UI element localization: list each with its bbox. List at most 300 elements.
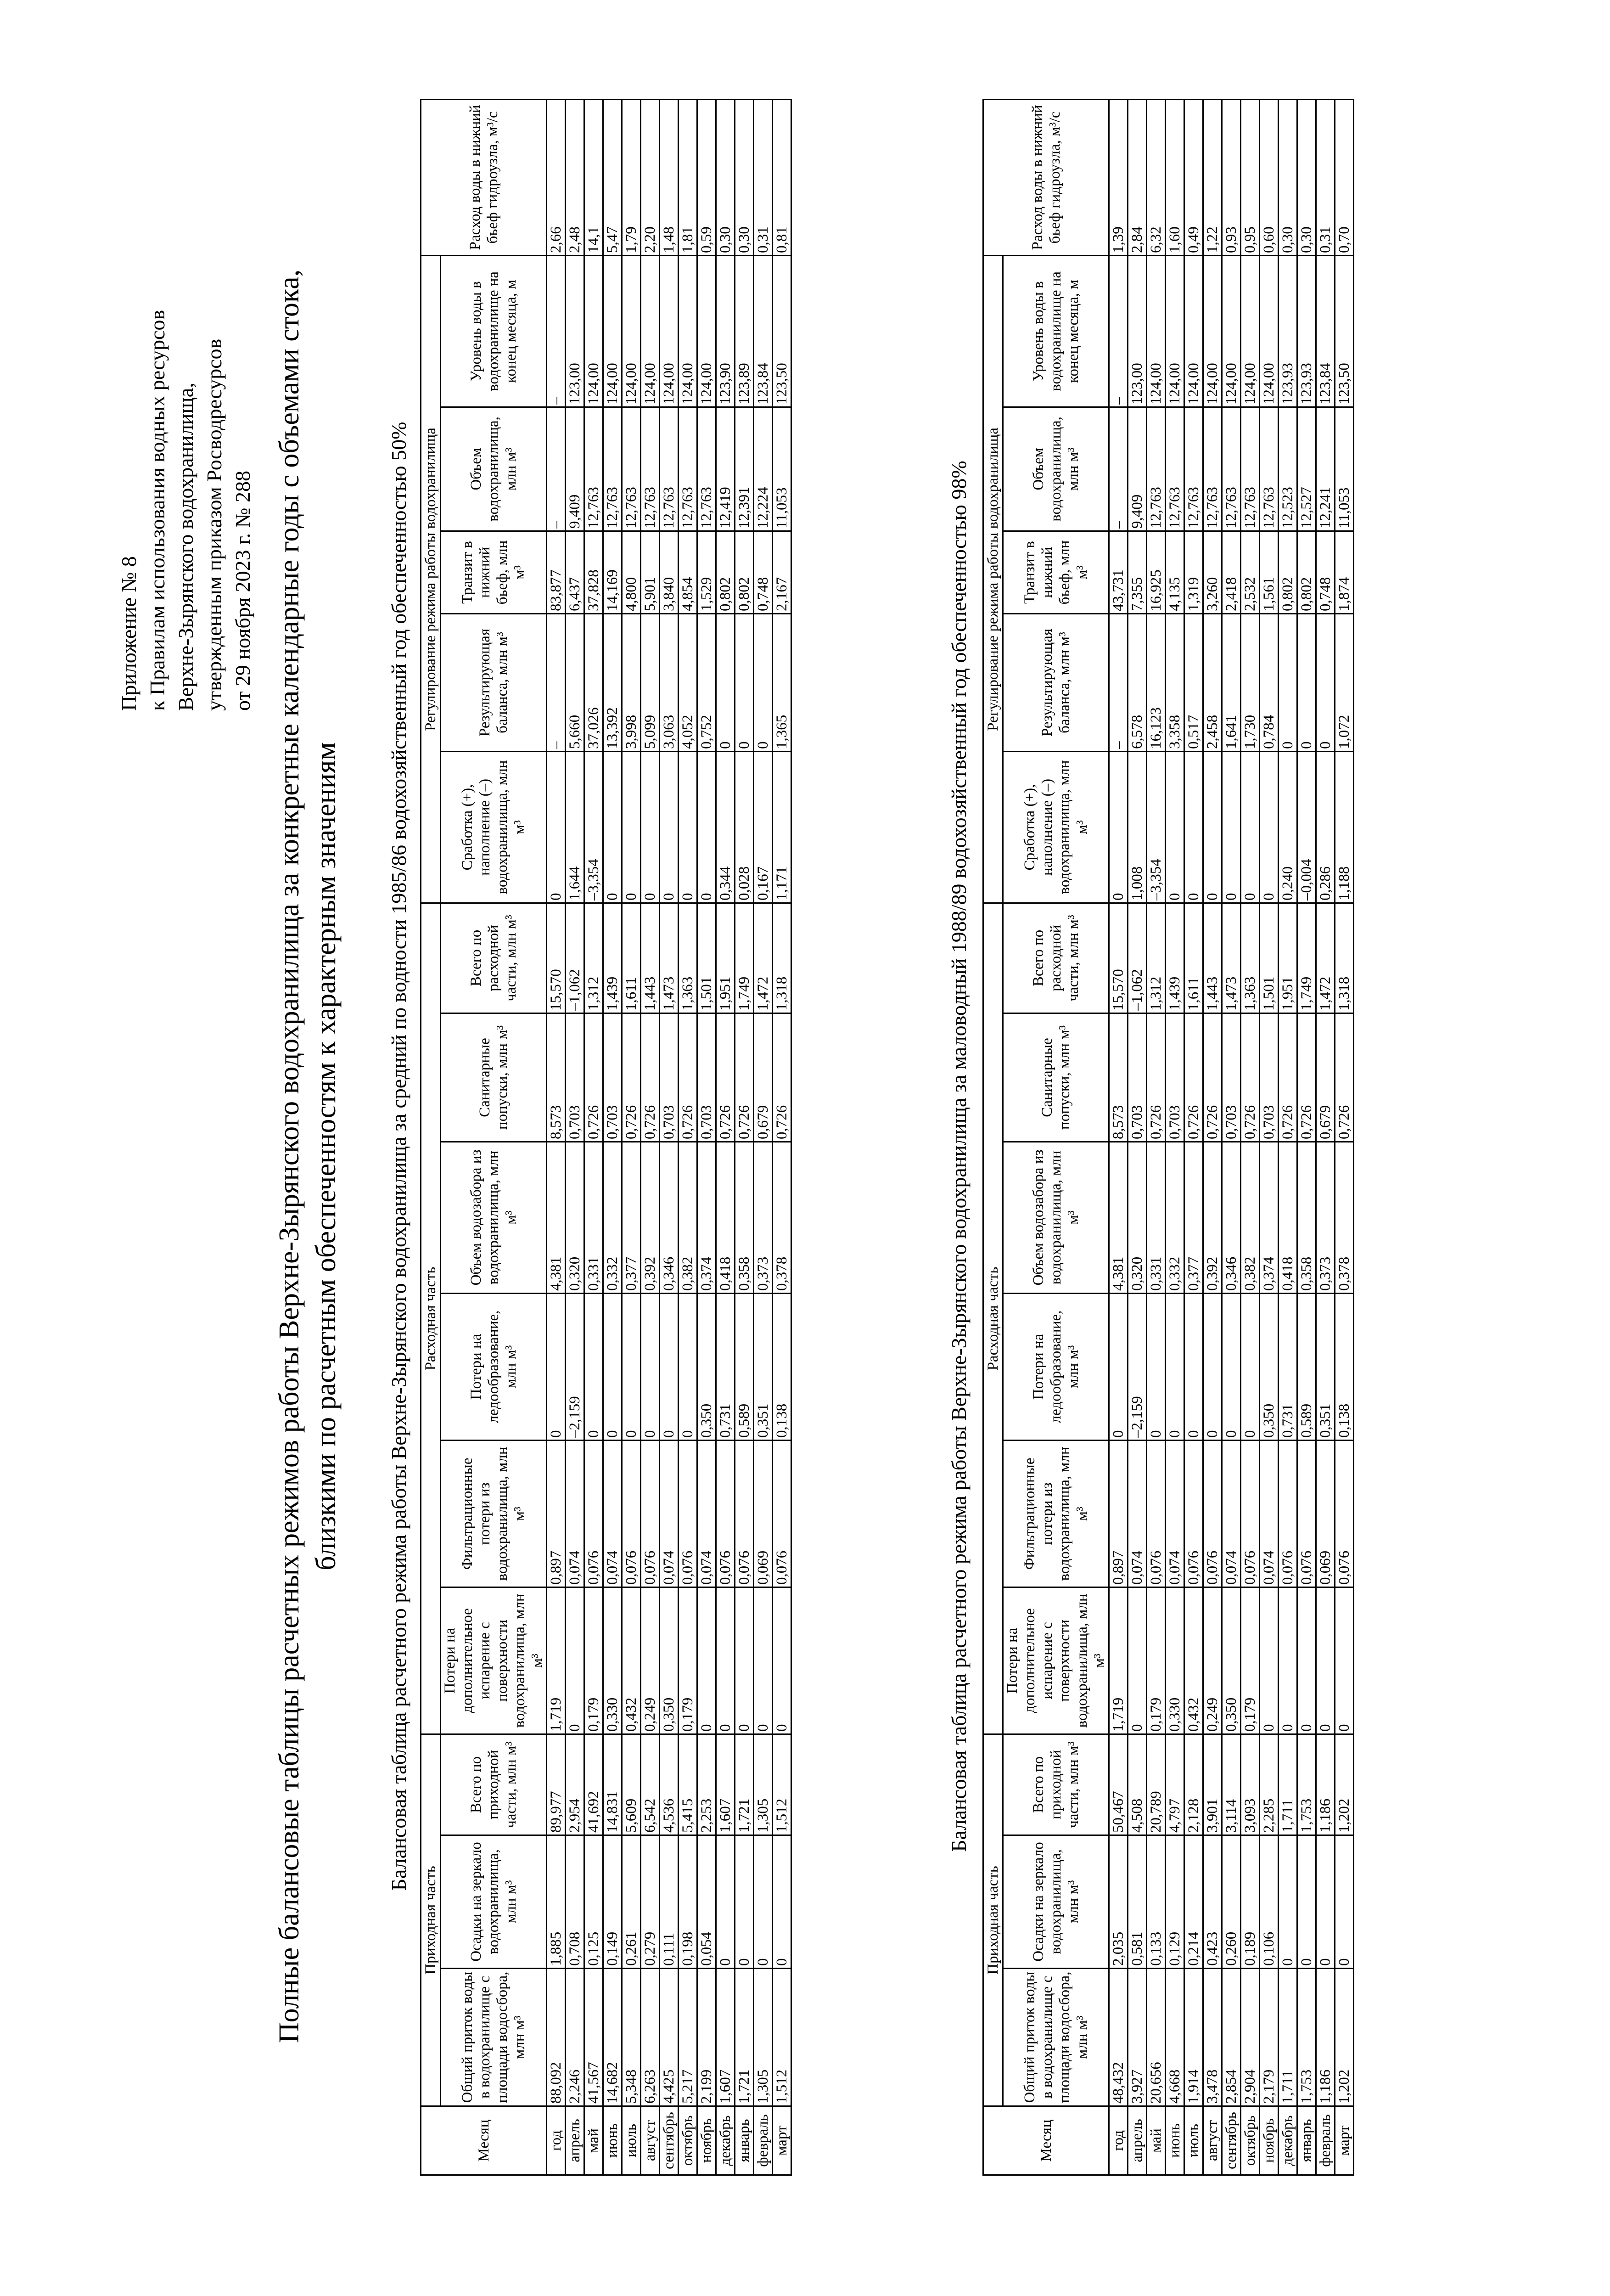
header-ice: Потери на ледообразование, млн м³ <box>441 1293 547 1440</box>
value-cell-drawdown: 0 <box>641 751 660 903</box>
value-cell-level: 124,00 <box>660 255 679 407</box>
value-cell-withdraw: 0,346 <box>1222 1142 1241 1293</box>
value-cell-total-out: 1,439 <box>603 903 622 1013</box>
value-cell-withdraw: 0,373 <box>1316 1142 1335 1293</box>
value-cell-sanitary: 0,726 <box>1147 1013 1166 1142</box>
value-cell-precip: 0,708 <box>566 1835 584 1969</box>
table-row <box>1222 99 1241 2175</box>
value-cell-drawdown: 0,240 <box>1279 751 1297 903</box>
value-cell-precip: 0,198 <box>679 1835 697 1969</box>
value-cell-drawdown: 0 <box>1260 751 1279 903</box>
value-cell-discharge: 0,81 <box>773 99 791 255</box>
value-cell-inflow: 88,092 <box>547 1969 566 2106</box>
value-cell-evap: 0 <box>1297 1587 1316 1734</box>
value-cell-ice: 0 <box>1184 1293 1203 1440</box>
group-header-regulation: Регулирование режима работы водохранилища <box>983 255 1003 903</box>
table2-caption: Балансовая таблица расчетного режима работы Верхне-Зырянского водохранилища за маловодный 1988/89 водохозяйственный год обеспеченностью 98% <box>947 461 970 1852</box>
value-cell-evap: 0 <box>754 1587 773 1734</box>
table-row <box>1109 99 1128 2175</box>
value-cell-precip: 0,125 <box>584 1835 603 1969</box>
header-balance: Результирующая баланса, млн м³ <box>441 613 547 751</box>
value-cell-level: 123,89 <box>735 255 754 407</box>
value-cell-evap: 0 <box>1316 1587 1335 1734</box>
value-cell-precip: 0,106 <box>1260 1835 1279 1969</box>
value-cell-precip: 0 <box>1335 1835 1354 1969</box>
table-row <box>603 99 622 2175</box>
value-cell-withdraw: 0,377 <box>1184 1142 1203 1293</box>
value-cell-withdraw: 0,358 <box>735 1142 754 1293</box>
header-total-in: Всего по приходной части, млн м³ <box>441 1734 547 1835</box>
value-cell-withdraw: 0,374 <box>697 1142 716 1293</box>
value-cell-discharge: 0,95 <box>1241 99 1260 255</box>
value-cell-drawdown: 0,028 <box>735 751 754 903</box>
value-cell-volume: 12,527 <box>1297 407 1316 531</box>
value-cell-volume: 12,763 <box>1184 407 1203 531</box>
value-cell-level: 123,93 <box>1297 255 1316 407</box>
value-cell-transit: 6,437 <box>566 531 584 613</box>
value-cell-discharge: 0,30 <box>1297 99 1316 255</box>
header-total-out: Всего по расходной части, млн м³ <box>441 903 547 1013</box>
value-cell-filtr: 0,074 <box>566 1440 584 1587</box>
value-cell-drawdown: 0 <box>622 751 641 903</box>
table-row <box>1184 99 1203 2175</box>
value-cell-transit: 3,840 <box>660 531 679 613</box>
value-cell-precip: 0,279 <box>641 1835 660 1969</box>
month-cell: май <box>584 2106 603 2175</box>
value-cell-volume: 12,391 <box>735 407 754 531</box>
value-cell-transit: 4,135 <box>1166 531 1184 613</box>
value-cell-filtr: 0,076 <box>1184 1440 1203 1587</box>
value-cell-transit: 5,901 <box>641 531 660 613</box>
value-cell-ice: 0,350 <box>697 1293 716 1440</box>
value-cell-ice: 0,351 <box>1316 1293 1335 1440</box>
value-cell-inflow: 5,348 <box>622 1969 641 2106</box>
value-cell-discharge: 0,93 <box>1222 99 1241 255</box>
value-cell-sanitary: 0,703 <box>1166 1013 1184 1142</box>
value-cell-ice: 0,589 <box>1297 1293 1316 1440</box>
value-cell-discharge: 1,60 <box>1166 99 1184 255</box>
value-cell-evap: 0,179 <box>584 1587 603 1734</box>
value-cell-level: 124,00 <box>1184 255 1203 407</box>
table-row <box>735 99 754 2175</box>
value-cell-inflow: 3,478 <box>1203 1969 1222 2106</box>
header-sanitary: Санитарные попуски, млн м³ <box>441 1013 547 1142</box>
appendix-line: от 29 ноября 2023 г. № 288 <box>231 470 254 711</box>
value-cell-discharge: 2,84 <box>1128 99 1147 255</box>
value-cell-withdraw: 0,358 <box>1297 1142 1316 1293</box>
value-cell-inflow: 1,202 <box>1335 1969 1354 2106</box>
value-cell-discharge: 2,48 <box>566 99 584 255</box>
value-cell-balance: 0 <box>716 613 735 751</box>
value-cell-filtr: 0,076 <box>773 1440 791 1587</box>
value-cell-sanitary: 0,703 <box>660 1013 679 1142</box>
value-cell-total-in: 1,607 <box>716 1734 735 1835</box>
value-cell-evap: 0,179 <box>1147 1587 1166 1734</box>
table-row <box>697 99 716 2175</box>
value-cell-total-out: –1,062 <box>566 903 584 1013</box>
appendix-line: Приложение № 8 <box>117 556 140 711</box>
value-cell-balance: 0,517 <box>1184 613 1203 751</box>
value-cell-total-out: 15,570 <box>1109 903 1128 1013</box>
value-cell-balance: 0,752 <box>697 613 716 751</box>
table-row <box>1316 99 1335 2175</box>
value-cell-total-out: 1,363 <box>679 903 697 1013</box>
value-cell-discharge: 1,79 <box>622 99 641 255</box>
value-cell-drawdown: 0 <box>1241 751 1260 903</box>
value-cell-withdraw: 0,320 <box>1128 1142 1147 1293</box>
value-cell-balance: 1,072 <box>1335 613 1354 751</box>
value-cell-withdraw: 0,332 <box>1166 1142 1184 1293</box>
table-row <box>641 99 660 2175</box>
value-cell-precip: 0,260 <box>1222 1835 1241 1969</box>
value-cell-volume: 12,763 <box>679 407 697 531</box>
value-cell-withdraw: 0,332 <box>603 1142 622 1293</box>
value-cell-volume: 12,763 <box>1147 407 1166 531</box>
value-cell-balance: 3,998 <box>622 613 641 751</box>
month-cell: октябрь <box>1241 2106 1260 2175</box>
value-cell-total-out: 1,312 <box>584 903 603 1013</box>
value-cell-level: 124,00 <box>697 255 716 407</box>
value-cell-precip: 0,149 <box>603 1835 622 1969</box>
month-cell: сентябрь <box>1222 2106 1241 2175</box>
value-cell-total-out: 1,443 <box>1203 903 1222 1013</box>
value-cell-discharge: 2,20 <box>641 99 660 255</box>
value-cell-precip: 0 <box>716 1835 735 1969</box>
value-cell-total-in: 6,542 <box>641 1734 660 1835</box>
value-cell-total-in: 1,721 <box>735 1734 754 1835</box>
value-cell-drawdown: 0 <box>603 751 622 903</box>
value-cell-drawdown: 1,188 <box>1335 751 1354 903</box>
table-row <box>1297 99 1316 2175</box>
value-cell-ice: 0,350 <box>1260 1293 1279 1440</box>
header-discharge: Расход воды в нижний бьеф гидроузла, м³/с <box>421 99 547 255</box>
table-row <box>1166 99 1184 2175</box>
value-cell-volume: 11,053 <box>1335 407 1354 531</box>
table-row <box>1260 99 1279 2175</box>
value-cell-evap: 0,432 <box>1184 1587 1203 1734</box>
value-cell-total-out: 1,312 <box>1147 903 1166 1013</box>
value-cell-transit: 1,561 <box>1260 531 1279 613</box>
value-cell-volume: 12,763 <box>641 407 660 531</box>
value-cell-ice: 0 <box>641 1293 660 1440</box>
value-cell-total-in: 2,954 <box>566 1734 584 1835</box>
value-cell-inflow: 1,753 <box>1297 1969 1316 2106</box>
value-cell-inflow: 2,179 <box>1260 1969 1279 2106</box>
group-header-outflow: Расходная часть <box>421 903 441 1734</box>
value-cell-withdraw: 4,381 <box>1109 1142 1128 1293</box>
value-cell-precip: 0 <box>754 1835 773 1969</box>
value-cell-withdraw: 0,320 <box>566 1142 584 1293</box>
value-cell-volume: 12,763 <box>697 407 716 531</box>
header-sanitary: Санитарные попуски, млн м³ <box>1003 1013 1109 1142</box>
value-cell-evap: 0 <box>566 1587 584 1734</box>
table-row <box>1279 99 1297 2175</box>
value-cell-ice: 0,351 <box>754 1293 773 1440</box>
value-cell-inflow: 41,567 <box>584 1969 603 2106</box>
table-row <box>547 99 566 2175</box>
value-cell-balance: 0 <box>1297 613 1316 751</box>
value-cell-filtr: 0,069 <box>754 1440 773 1587</box>
value-cell-ice: 0 <box>622 1293 641 1440</box>
header-volume: Объем водохранилища, млн м³ <box>1003 407 1109 531</box>
value-cell-ice: 0 <box>603 1293 622 1440</box>
value-cell-ice: 0 <box>1203 1293 1222 1440</box>
value-cell-drawdown: –3,354 <box>584 751 603 903</box>
value-cell-total-in: 1,305 <box>754 1734 773 1835</box>
value-cell-discharge: 2,66 <box>547 99 566 255</box>
table-row <box>716 99 735 2175</box>
value-cell-filtr: 0,076 <box>584 1440 603 1587</box>
value-cell-discharge: 0,49 <box>1184 99 1203 255</box>
value-cell-inflow: 6,263 <box>641 1969 660 2106</box>
value-cell-precip: 0 <box>773 1835 791 1969</box>
value-cell-filtr: 0,076 <box>1279 1440 1297 1587</box>
value-cell-inflow: 2,904 <box>1241 1969 1260 2106</box>
header-drawdown: Сработка (+), наполнение (–) водохранилища, млн м³ <box>1003 751 1109 903</box>
value-cell-total-out: 1,443 <box>641 903 660 1013</box>
value-cell-sanitary: 0,726 <box>1335 1013 1354 1142</box>
value-cell-drawdown: 0 <box>697 751 716 903</box>
group-header-inflow: Приходная часть <box>421 1734 441 2106</box>
month-cell: ноябрь <box>1260 2106 1279 2175</box>
value-cell-precip: 0,133 <box>1147 1835 1166 1969</box>
value-cell-inflow: 1,914 <box>1184 1969 1203 2106</box>
value-cell-total-out: 1,951 <box>1279 903 1297 1013</box>
value-cell-discharge: 14,1 <box>584 99 603 255</box>
value-cell-filtr: 0,076 <box>679 1440 697 1587</box>
value-cell-sanitary: 0,726 <box>1184 1013 1203 1142</box>
value-cell-level: 123,84 <box>754 255 773 407</box>
value-cell-balance: 5,099 <box>641 613 660 751</box>
value-cell-discharge: 0,30 <box>716 99 735 255</box>
value-cell-volume: 12,763 <box>1166 407 1184 531</box>
value-cell-inflow: 20,656 <box>1147 1969 1166 2106</box>
value-cell-filtr: 0,074 <box>1166 1440 1184 1587</box>
value-cell-transit: 83,877 <box>547 531 566 613</box>
table-row <box>566 99 584 2175</box>
value-cell-precip: 0 <box>1316 1835 1335 1969</box>
value-cell-inflow: 1,711 <box>1279 1969 1297 2106</box>
value-cell-drawdown: 0 <box>1203 751 1222 903</box>
value-cell-total-in: 3,093 <box>1241 1734 1260 1835</box>
value-cell-precip: 0,423 <box>1203 1835 1222 1969</box>
value-cell-sanitary: 0,679 <box>1316 1013 1335 1142</box>
value-cell-ice: 0 <box>1222 1293 1241 1440</box>
value-cell-sanitary: 0,726 <box>641 1013 660 1142</box>
value-cell-sanitary: 0,703 <box>603 1013 622 1142</box>
value-cell-total-in: 1,753 <box>1297 1734 1316 1835</box>
value-cell-filtr: 0,076 <box>1203 1440 1222 1587</box>
month-cell: август <box>641 2106 660 2175</box>
header-month: Месяц <box>421 2106 547 2175</box>
value-cell-drawdown: 0 <box>660 751 679 903</box>
value-cell-total-in: 20,789 <box>1147 1734 1166 1835</box>
table-row <box>1335 99 1354 2175</box>
value-cell-inflow: 14,682 <box>603 1969 622 2106</box>
value-cell-evap: 0,249 <box>1203 1587 1222 1734</box>
value-cell-drawdown: 0,344 <box>716 751 735 903</box>
value-cell-evap: 0,179 <box>679 1587 697 1734</box>
header-month: Месяц <box>983 2106 1109 2175</box>
value-cell-evap: 0,432 <box>622 1587 641 1734</box>
value-cell-balance: 0 <box>1316 613 1335 751</box>
header-evap: Потери на дополнительное испарение с поверхности водохранилища, млн м³ <box>1003 1587 1109 1734</box>
value-cell-transit: 0,802 <box>1279 531 1297 613</box>
month-cell: год <box>1109 2106 1128 2175</box>
value-cell-volume: 11,053 <box>773 407 791 531</box>
value-cell-balance: 1,730 <box>1241 613 1260 751</box>
value-cell-withdraw: 0,378 <box>773 1142 791 1293</box>
value-cell-volume: 12,419 <box>716 407 735 531</box>
value-cell-balance: 3,358 <box>1166 613 1184 751</box>
value-cell-sanitary: 0,703 <box>566 1013 584 1142</box>
table-row <box>773 99 791 2175</box>
header-level: Уровень воды в водохранилище на конец месяца, м <box>441 255 547 407</box>
value-cell-transit: 4,854 <box>679 531 697 613</box>
header-precip: Осадки на зеркало водохранилища, млн м³ <box>441 1835 547 1969</box>
header-ice: Потери на ледообразование, млн м³ <box>1003 1293 1109 1440</box>
value-cell-total-in: 2,253 <box>697 1734 716 1835</box>
header-evap: Потери на дополнительное испарение с поверхности водохранилища, млн м³ <box>441 1587 547 1734</box>
value-cell-total-out: 1,472 <box>754 903 773 1013</box>
value-cell-precip: 0,261 <box>622 1835 641 1969</box>
value-cell-ice: 0 <box>1241 1293 1260 1440</box>
value-cell-withdraw: 0,392 <box>1203 1142 1222 1293</box>
value-cell-sanitary: 0,726 <box>735 1013 754 1142</box>
header-drawdown: Сработка (+), наполнение (–) водохранилища, млн м³ <box>441 751 547 903</box>
table-row <box>622 99 641 2175</box>
value-cell-evap: 0 <box>1260 1587 1279 1734</box>
value-cell-withdraw: 0,378 <box>1335 1142 1354 1293</box>
value-cell-balance: 0 <box>754 613 773 751</box>
value-cell-evap: 0,350 <box>1222 1587 1241 1734</box>
value-cell-volume: 12,763 <box>660 407 679 531</box>
header-filtr: Фильтрационные потери из водохранилища, млн м³ <box>1003 1440 1109 1587</box>
value-cell-level: 123,50 <box>1335 255 1354 407</box>
value-cell-ice: 0,138 <box>1335 1293 1354 1440</box>
value-cell-total-in: 3,901 <box>1203 1734 1222 1835</box>
value-cell-evap: 0 <box>735 1587 754 1734</box>
value-cell-discharge: 5,47 <box>603 99 622 255</box>
value-cell-level: 124,00 <box>1203 255 1222 407</box>
value-cell-volume: – <box>1109 407 1128 531</box>
value-cell-total-in: 4,508 <box>1128 1734 1147 1835</box>
value-cell-discharge: 0,70 <box>1335 99 1354 255</box>
value-cell-inflow: 1,512 <box>773 1969 791 2106</box>
value-cell-balance: 0 <box>735 613 754 751</box>
value-cell-precip: 0 <box>1279 1835 1297 1969</box>
table-row <box>679 99 697 2175</box>
month-cell: июнь <box>1166 2106 1184 2175</box>
value-cell-drawdown: 0,286 <box>1316 751 1335 903</box>
month-cell: август <box>1203 2106 1222 2175</box>
group-header-regulation: Регулирование режима работы водохранилища <box>421 255 441 903</box>
value-cell-withdraw: 0,331 <box>1147 1142 1166 1293</box>
value-cell-precip: 1,885 <box>547 1835 566 1969</box>
value-cell-withdraw: 4,381 <box>547 1142 566 1293</box>
value-cell-ice: 0,589 <box>735 1293 754 1440</box>
value-cell-precip: 0 <box>1297 1835 1316 1969</box>
value-cell-level: 124,00 <box>1166 255 1184 407</box>
value-cell-level: – <box>547 255 566 407</box>
value-cell-level: 123,93 <box>1279 255 1297 407</box>
month-cell: июнь <box>603 2106 622 2175</box>
header-transit: Транзит в нижний бьеф, млн м³ <box>441 531 547 613</box>
value-cell-sanitary: 8,573 <box>547 1013 566 1142</box>
header-filtr: Фильтрационные потери из водохранилища, млн м³ <box>441 1440 547 1587</box>
value-cell-filtr: 0,069 <box>1316 1440 1335 1587</box>
value-cell-discharge: 1,81 <box>679 99 697 255</box>
value-cell-ice: 0 <box>584 1293 603 1440</box>
month-cell: декабрь <box>1279 2106 1297 2175</box>
value-cell-filtr: 0,076 <box>641 1440 660 1587</box>
value-cell-level: 123,90 <box>716 255 735 407</box>
value-cell-inflow: 3,927 <box>1128 1969 1147 2106</box>
value-cell-balance: 1,641 <box>1222 613 1241 751</box>
value-cell-ice: 0 <box>660 1293 679 1440</box>
value-cell-transit: 2,167 <box>773 531 791 613</box>
value-cell-drawdown: 0 <box>1222 751 1241 903</box>
value-cell-discharge: 0,31 <box>1316 99 1335 255</box>
value-cell-discharge: 0,30 <box>1279 99 1297 255</box>
value-cell-total-in: 2,128 <box>1184 1734 1203 1835</box>
value-cell-level: – <box>1109 255 1128 407</box>
value-cell-balance: 0,784 <box>1260 613 1279 751</box>
value-cell-total-in: 5,415 <box>679 1734 697 1835</box>
value-cell-balance: 2,458 <box>1203 613 1222 751</box>
value-cell-discharge: 0,31 <box>754 99 773 255</box>
value-cell-sanitary: 0,726 <box>716 1013 735 1142</box>
value-cell-sanitary: 0,703 <box>1128 1013 1147 1142</box>
value-cell-withdraw: 0,418 <box>716 1142 735 1293</box>
month-cell: июль <box>622 2106 641 2175</box>
value-cell-total-out: 1,472 <box>1316 903 1335 1013</box>
header-total-in: Всего по приходной части, млн м³ <box>1003 1734 1109 1835</box>
value-cell-transit: 1,529 <box>697 531 716 613</box>
value-cell-transit: 3,260 <box>1203 531 1222 613</box>
value-cell-evap: 0 <box>773 1587 791 1734</box>
value-cell-sanitary: 0,726 <box>679 1013 697 1142</box>
value-cell-balance: 5,660 <box>566 613 584 751</box>
value-cell-filtr: 0,897 <box>1109 1440 1128 1587</box>
value-cell-transit: 14,169 <box>603 531 622 613</box>
value-cell-balance: 3,063 <box>660 613 679 751</box>
value-cell-sanitary: 0,703 <box>1222 1013 1241 1142</box>
value-cell-volume: 12,763 <box>584 407 603 531</box>
value-cell-filtr: 0,074 <box>1222 1440 1241 1587</box>
value-cell-evap: 0 <box>1335 1587 1354 1734</box>
value-cell-total-in: 1,512 <box>773 1734 791 1835</box>
value-cell-drawdown: 1,171 <box>773 751 791 903</box>
value-cell-total-out: 1,611 <box>1184 903 1203 1013</box>
value-cell-total-out: 1,473 <box>660 903 679 1013</box>
value-cell-ice: 0,731 <box>1279 1293 1297 1440</box>
month-cell: декабрь <box>716 2106 735 2175</box>
header-withdraw: Объем водозабора из водохранилища, млн м³ <box>441 1142 547 1293</box>
value-cell-filtr: 0,897 <box>547 1440 566 1587</box>
value-cell-balance: 16,123 <box>1147 613 1166 751</box>
value-cell-precip: 0,581 <box>1128 1835 1147 1969</box>
value-cell-sanitary: 0,726 <box>1297 1013 1316 1142</box>
value-cell-level: 124,00 <box>679 255 697 407</box>
value-cell-filtr: 0,076 <box>716 1440 735 1587</box>
value-cell-transit: 2,418 <box>1222 531 1241 613</box>
value-cell-drawdown: –0,004 <box>1297 751 1316 903</box>
value-cell-level: 123,00 <box>1128 255 1147 407</box>
value-cell-filtr: 0,074 <box>697 1440 716 1587</box>
value-cell-ice: –2,159 <box>1128 1293 1147 1440</box>
value-cell-withdraw: 0,377 <box>622 1142 641 1293</box>
